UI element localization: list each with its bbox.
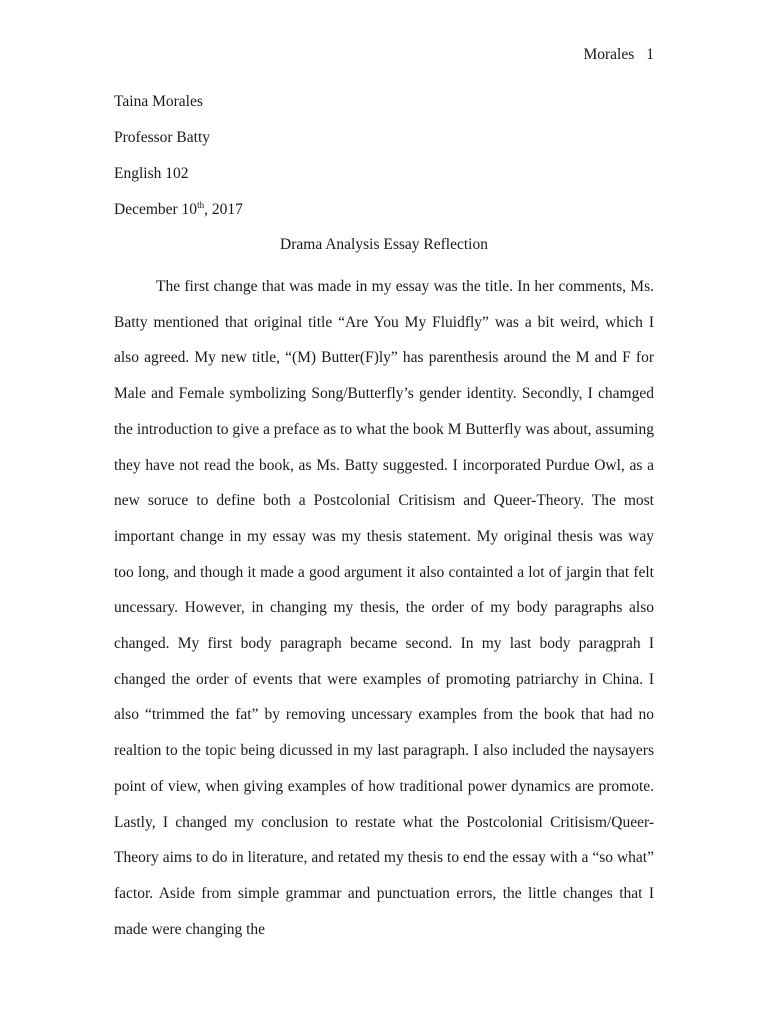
running-head [583, 44, 654, 66]
date-ordinal-suffix: th [197, 200, 205, 210]
header-author-name: Morales [583, 46, 635, 63]
page-number: 1 [646, 46, 654, 63]
student-name: Taina Morales [114, 93, 203, 110]
course-name: English 102 [114, 165, 189, 182]
body-paragraph: The first change that was made in my essay was the title. In her comments, Ms. Batty mentioned that original title “Are You My Fluidfly” was a bit weird, which I also agreed. My new title, “(M) Butter(F)ly” has parenthesis around the M and F for Male and Female symbolizing Song/Butterfly’s gender identity. Secondly, I chamged the introduction to give a preface as to what the book M Butterfly was about, assuming they have not read the book, as Ms. Batty suggested. I incorporated Purdue Owl, as a new soruce to define both a Postcolonial Critisism and Queer-Theory. The most important change in my essay was my thesis statement. My original thesis was way too long, and though it made a good argument it also containted a lot of jargin that felt uncessary. However, in changing my thesis, the order of my body paragraphs also changed. My first body paragraph became second. In my last body paragprah I changed the order of events that were examples of promoting patriarchy in China. I also “trimmed the fat” by removing uncessary examples from the book that had no realtion to the topic being dicussed in my last paragraph. I also included the naysayers point of view, when giving examples of how traditional power dynamics are promote. Lastly, I changed my conclusion to restate what the Postcolonial Critisism/Queer-Theory aims to do in literature, and retated my thesis to end the essay with a “so what” factor. Aside from simple grammar and punctuation errors, the little changes that I made were changing the [114, 278, 654, 938]
essay-title: Drama Analysis Essay Reflection [280, 236, 488, 253]
mla-heading [114, 91, 654, 235]
date-prefix: December 10 [114, 201, 198, 218]
professor-name: Professor Batty [114, 129, 211, 146]
date-rest: , 2017 [204, 201, 243, 218]
essay-date [114, 199, 654, 235]
